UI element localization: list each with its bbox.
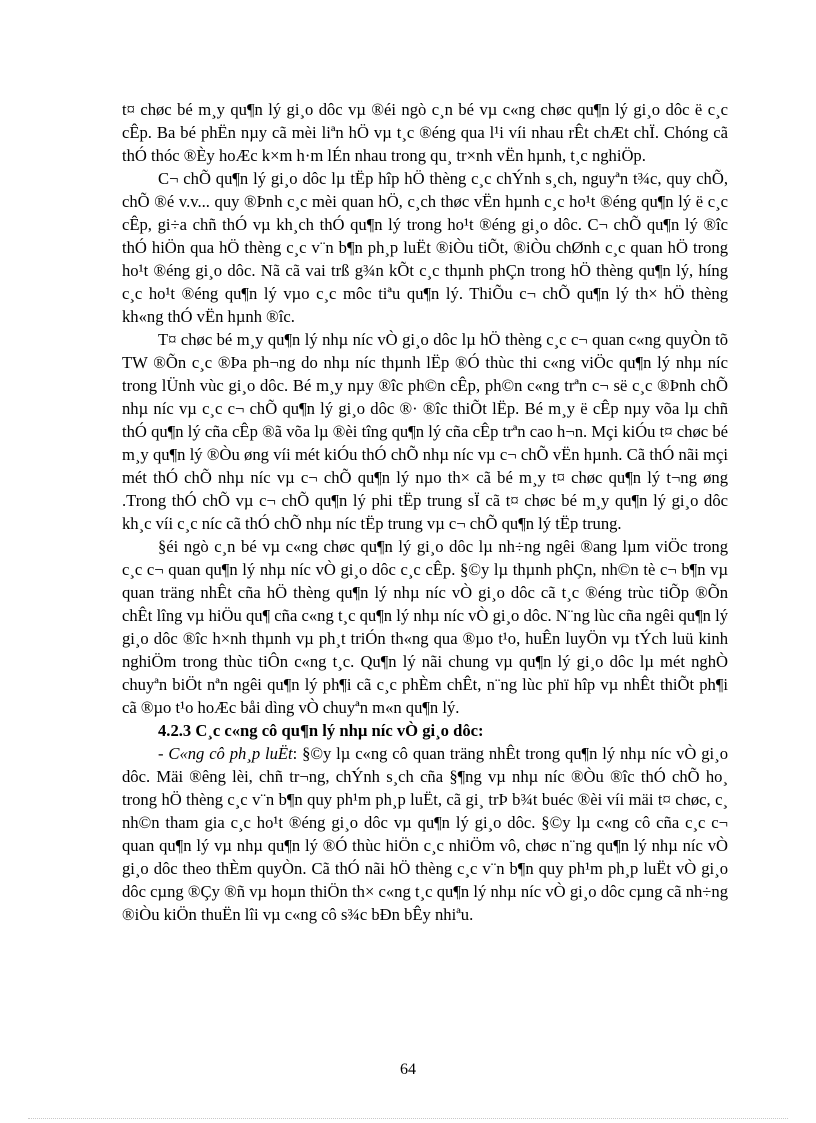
paragraph-mechanism: C¬ chÕ qu¶n lý gi¸o dôc lµ tËp hîp hÖ thèng c¸c chÝnh s¸ch, nguyªn t¾c, quy chÕ, chÕ ®é v.v... quy ®Þnh c¸c mèi quan hÖ, c¸ch thøc vËn hµnh c¸c ho¹t ®éng qu¶n lý ë c¸c cÊp, gi÷a chñ thÓ vµ kh¸ch thÓ qu¶n lý trong ho¹t ®éng gi¸o dôc. C¬ chÕ qu¶n lý ®îc thÓ hiÖn qua hÖ thèng c¸c v¨n b¶n ph¸p luËt ®iÒu tiÕt, ®iÒu chØnh c¸c quan hÖ trong ho¹t ®éng gi¸o dôc. Nã cã vai trß g¾n kÕt c¸c thµnh phÇn trong hÖ thèng qu¶n lý, híng c¸c ho¹t ®éng qu¶n lý vµo c¸c môc tiªu qu¶n lý. ThiÕu c¬ chÕ qu¶n lý th× hÖ thèng kh«ng thÓ vËn hµnh ®îc. [122,169,728,326]
page-bottom-divider [28,1118,788,1119]
page-body [122,98,728,926]
paragraph-legal-tool [122,742,728,926]
paragraph-intro: t¤ chøc bé m¸y qu¶n lý gi¸o dôc vµ ®éi ngò c¸n bé vµ c«ng chøc qu¶n lý gi¸o dôc ë c¸c cÊp. Ba bé phËn nµy cã mèi liªn hÖ vµ t¸c ®éng qua l¹i víi nhau rÊt chÆt chÏ. Chóng cã thÓ thóc ®Èy hoÆc k×m h·m lÉn nhau trong qu¸ tr×nh vËn hµnh, t¸c nghiÖp. [122,100,728,165]
paragraph-apparatus: T¤ chøc bé m¸y qu¶n lý nhµ níc vÒ gi¸o dôc lµ hÖ thèng c¸c c¬ quan c«ng quyÒn tõ TW ®Õn c¸c ®Þa ph¬ng do nhµ níc thµnh lËp ®Ó thùc thi c«ng viÖc qu¶n lý nhµ níc trong lÜnh vùc gi¸o dôc. Bé m¸y nµy ®îc ph©n cÊp, ph©n c«ng trªn c¬ së c¸c ®Þnh chÕ nhµ níc vµ c¸c c¬ chÕ qu¶n lý gi¸o dôc ®· ®îc thiÕt lËp. Bé m¸y ë cÊp nµy võa lµ chñ thÓ qu¶n lý cña cÊp ®ã võa lµ ®èi tîng qu¶n lý cña cÊp trªn cao h¬n. Mçi kiÓu t¤ chøc bé m¸y qu¶n lý ®Òu øng víi mét kiÓu thÓ chÕ nhµ níc vµ c¬ chÕ vËn hµnh. Cã thÓ nãi mçi mét thÓ chÕ nhµ níc vµ c¬ chÕ qu¶n lý nµo th× cã bé m¸y t¤ chøc qu¶n lý t¬ng øng .Trong thÓ chÕ vµ c¬ chÕ qu¶n lý phi tËp trung sÏ cã t¤ chøc bé m¸y qu¶n lý gi¸o dôc kh¸c víi c¸c níc cã thÓ chÕ nhµ níc tËp trung vµ c¬ chÕ qu¶n lý tËp trung. [122,330,728,533]
legal-tool-lead: - C«ng cô ph¸p luËt [158,744,293,763]
legal-tool-body: : §©y lµ c«ng cô quan träng nhÊt trong qu¶n lý nhµ níc vÒ gi¸o dôc. Mäi ®êng lèi, chñ tr¬ng, chÝnh s¸ch cña §¶ng vµ nhµ níc ®Òu ®îc thÓ chÕ ho¸ trong hÖ thèng c¸c v¨n b¶n quy ph¹m ph¸p luËt, cã gi¸ trÞ b¾t buéc ®èi víi mäi t¤ chøc, c¸ nh©n tham gia c¸c ho¹t ®éng gi¸o dôc vµ qu¶n lý gi¸o dôc. §©y lµ c«ng cô cña c¸c c¬ quan qu¶n lý vµ nhµ qu¶n lý ®Ó thùc hiÖn c¸c nhiÖm vô, chøc n¨ng qu¶n lý nhµ níc vÒ gi¸o dôc theo thÈm quyÒn. Cã thÓ nãi hÖ thèng c¸c v¨n b¶n quy ph¹m ph¸p luËt vÒ gi¸o dôc cµng ®Çy ®ñ vµ hoµn thiÖn th× c«ng t¸c qu¶n lý nhµ níc vÒ gi¸o dôc cµng cã nh÷ng ®iÒu kiÖn thuËn lîi vµ c«ng cô s¾c bÐn bÊy nhiªu. [122,744,728,924]
section-heading: 4.2.3 C¸c c«ng cô qu¶n lý nhµ níc vÒ gi¸o dôc: [158,721,484,740]
page-number: 64 [400,1061,416,1078]
paragraph-staff: §éi ngò c¸n bé vµ c«ng chøc qu¶n lý gi¸o dôc lµ nh÷ng ngêi ®ang lµm viÖc trong c¸c c¬ quan qu¶n lý nhµ níc vÒ gi¸o dôc c¸c cÊp. §©y lµ thµnh phÇn, nh©n tè c¬ b¶n vµ quan träng nhÊt cña hÖ thèng qu¶n lý nhµ níc vÒ gi¸o dôc cã t¸c ®éng trùc tiÕp ®Õn chÊt lîng vµ hiÖu qu¶ cña c«ng t¸c qu¶n lý nhµ níc vÒ gi¸o dôc. N¨ng lùc cña ngêi qu¶n lý gi¸o dôc ®îc h×nh thµnh vµ ph¸t triÓn th«ng qua ®µo t¹o, huÊn luyÖn vµ tÝch luü kinh nghiÖm trong thùc tiÔn c«ng t¸c. Qu¶n lý nãi chung vµ qu¶n lý gi¸o dôc lµ mét nghÒ chuyªn biÖt nªn ngêi qu¶n lý ph¶i cã c¸c phÈm chÊt, n¨ng lùc phï hîp vµ nhÊt thiÕt ph¶i cã ®µo t¹o hoÆc båi dìng vÒ chuyªn m«n qu¶n lý. [122,537,728,717]
